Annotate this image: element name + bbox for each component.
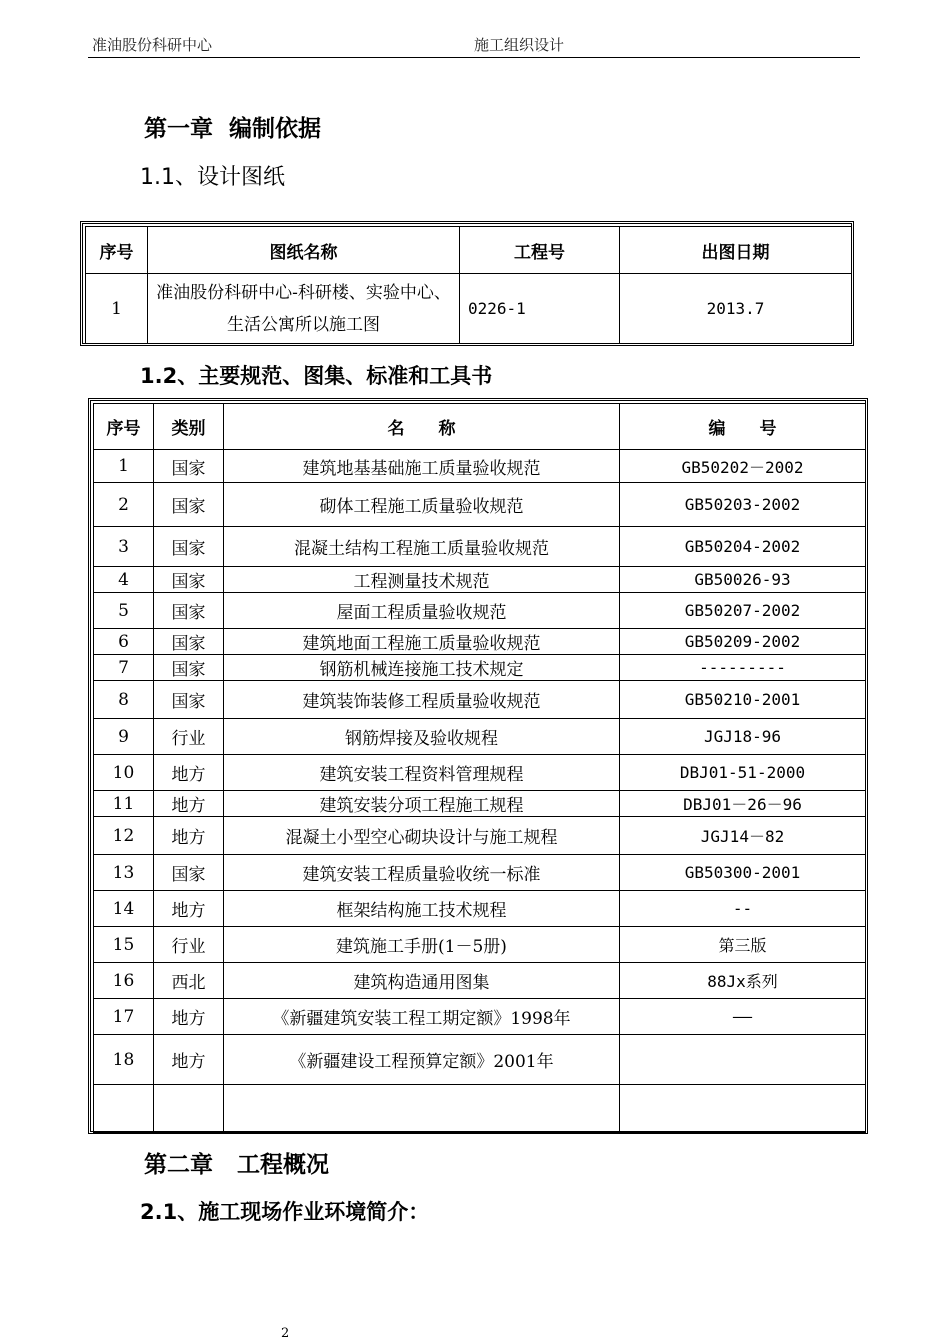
cell-category: 行业 <box>154 719 224 755</box>
col-header-no: 序号 <box>94 404 154 450</box>
table-row <box>94 629 866 655</box>
cell-code: GB50209-2002 <box>620 629 866 655</box>
cell-name: 建筑安装工程资料管理规程 <box>224 755 620 791</box>
standards-table-frame <box>88 398 868 1134</box>
page-number: 2 <box>281 1326 290 1341</box>
cell-category: 地方 <box>154 1035 224 1085</box>
table-row <box>94 450 866 483</box>
cell-code: GB50210-2001 <box>620 681 866 719</box>
cell-no: 17 <box>94 999 154 1035</box>
cell-no: 11 <box>94 791 154 817</box>
table-row <box>94 1035 866 1085</box>
cell-code: —— <box>620 999 866 1035</box>
cell-name: 建筑地面工程施工质量验收规范 <box>224 629 620 655</box>
col-header-project-no: 工程号 <box>460 227 620 274</box>
cell-category: 国家 <box>154 855 224 891</box>
cell-code: DBJ01-51-2000 <box>620 755 866 791</box>
cell-category: 国家 <box>154 527 224 567</box>
col-header-no: 序号 <box>86 227 148 274</box>
cell-category: 地方 <box>154 755 224 791</box>
cell-code: GB50202－2002 <box>620 450 866 483</box>
cell-name: 工程测量技术规范 <box>224 567 620 593</box>
cell-code: GB50207-2002 <box>620 593 866 629</box>
cell-name: 建筑安装工程质量验收统一标准 <box>224 855 620 891</box>
cell-name: 建筑地基基础施工质量验收规范 <box>224 450 620 483</box>
cell-name: 建筑安装分项工程施工规程 <box>224 791 620 817</box>
cell-no: 15 <box>94 927 154 963</box>
cell-no: 14 <box>94 891 154 927</box>
table-row <box>94 791 866 817</box>
section-1-2-title: 1.2、主要规范、图集、标准和工具书 <box>140 364 493 388</box>
cell-code: GB50204-2002 <box>620 527 866 567</box>
drawings-table <box>85 226 852 344</box>
cell-name: 《新疆建设工程预算定额》2001年 <box>224 1035 620 1085</box>
table-row <box>94 593 866 629</box>
cell-code <box>620 1035 866 1085</box>
cell-no: 5 <box>94 593 154 629</box>
cell-name: 钢筋焊接及验收规程 <box>224 719 620 755</box>
table-row <box>94 927 866 963</box>
cell-code: -- <box>620 891 866 927</box>
cell-code: DBJ01－26－96 <box>620 791 866 817</box>
cell-name: 砌体工程施工质量验收规范 <box>224 483 620 527</box>
drawings-table-header <box>86 227 852 274</box>
table-row <box>94 963 866 999</box>
cell-code: GB50203-2002 <box>620 483 866 527</box>
cell-name: 建筑构造通用图集 <box>224 963 620 999</box>
cell-no: 1 <box>94 450 154 483</box>
cell-no: 7 <box>94 655 154 681</box>
cell-code: 88Jx系列 <box>620 963 866 999</box>
standards-table-header <box>94 404 866 450</box>
section-2-1-title: 2.1、施工现场作业环境简介： <box>140 1200 430 1224</box>
cell-category: 国家 <box>154 629 224 655</box>
table-row <box>86 274 852 344</box>
cell-name: 框架结构施工技术规程 <box>224 891 620 927</box>
cell-no <box>94 1085 154 1133</box>
cell-no: 4 <box>94 567 154 593</box>
cell-no: 1 <box>86 274 148 344</box>
cell-category: 地方 <box>154 817 224 855</box>
table-row <box>94 1085 866 1133</box>
cell-category: 行业 <box>154 927 224 963</box>
cell-category <box>154 1085 224 1133</box>
cell-name: 钢筋机械连接施工技术规定 <box>224 655 620 681</box>
cell-name <box>224 1085 620 1133</box>
col-header-code: 编 号 <box>620 404 866 450</box>
cell-project-no: 0226-1 <box>460 274 620 344</box>
chapter2-title: 第二章 工程概况 <box>144 1152 330 1178</box>
cell-code: 第三版 <box>620 927 866 963</box>
table-row <box>94 999 866 1035</box>
header-rule <box>88 57 860 58</box>
cell-category: 地方 <box>154 791 224 817</box>
standards-table <box>93 403 866 1133</box>
cell-no: 3 <box>94 527 154 567</box>
col-header-name: 名 称 <box>224 404 620 450</box>
cell-name: 《新疆建筑安装工程工期定额》1998年 <box>224 999 620 1035</box>
cell-name: 屋面工程质量验收规范 <box>224 593 620 629</box>
cell-no: 13 <box>94 855 154 891</box>
table-row <box>94 527 866 567</box>
cell-no: 2 <box>94 483 154 527</box>
cell-no: 18 <box>94 1035 154 1085</box>
cell-code: GB50026-93 <box>620 567 866 593</box>
table-row <box>94 681 866 719</box>
cell-drawing-name: 准油股份科研中心-科研楼、实验中心、生活公寓所以施工图 <box>148 274 460 344</box>
table-row <box>94 655 866 681</box>
table-row <box>94 719 866 755</box>
cell-name: 混凝土小型空心砌块设计与施工规程 <box>224 817 620 855</box>
cell-no: 16 <box>94 963 154 999</box>
cell-category: 国家 <box>154 593 224 629</box>
table-row <box>94 483 866 527</box>
cell-no: 12 <box>94 817 154 855</box>
header-center-text: 施工组织设计 <box>474 36 565 54</box>
cell-code: JGJ14－82 <box>620 817 866 855</box>
table-row <box>94 755 866 791</box>
cell-no: 8 <box>94 681 154 719</box>
cell-no: 6 <box>94 629 154 655</box>
cell-code: GB50300-2001 <box>620 855 866 891</box>
header-left-text: 准油股份科研中心 <box>92 36 213 54</box>
cell-issue-date: 2013.7 <box>620 274 852 344</box>
cell-code <box>620 1085 866 1133</box>
cell-category: 国家 <box>154 681 224 719</box>
cell-category: 西北 <box>154 963 224 999</box>
cell-category: 国家 <box>154 450 224 483</box>
cell-name: 混凝土结构工程施工质量验收规范 <box>224 527 620 567</box>
cell-name: 建筑装饰装修工程质量验收规范 <box>224 681 620 719</box>
table-row <box>94 855 866 891</box>
cell-category: 国家 <box>154 567 224 593</box>
cell-no: 10 <box>94 755 154 791</box>
cell-no: 9 <box>94 719 154 755</box>
col-header-category: 类别 <box>154 404 224 450</box>
cell-name: 建筑施工手册(1－5册) <box>224 927 620 963</box>
cell-code: --------- <box>620 655 866 681</box>
table-row <box>94 817 866 855</box>
cell-category: 国家 <box>154 483 224 527</box>
table-row <box>94 891 866 927</box>
col-header-drawing-name: 图纸名称 <box>148 227 460 274</box>
chapter1-title: 第一章 编制依据 <box>144 116 322 142</box>
col-header-issue-date: 出图日期 <box>620 227 852 274</box>
cell-category: 地方 <box>154 891 224 927</box>
cell-code: JGJ18-96 <box>620 719 866 755</box>
section-1-1-title: 1.1、设计图纸 <box>140 165 285 190</box>
drawings-table-frame <box>80 221 854 346</box>
table-row <box>94 567 866 593</box>
cell-category: 地方 <box>154 999 224 1035</box>
cell-category: 国家 <box>154 655 224 681</box>
